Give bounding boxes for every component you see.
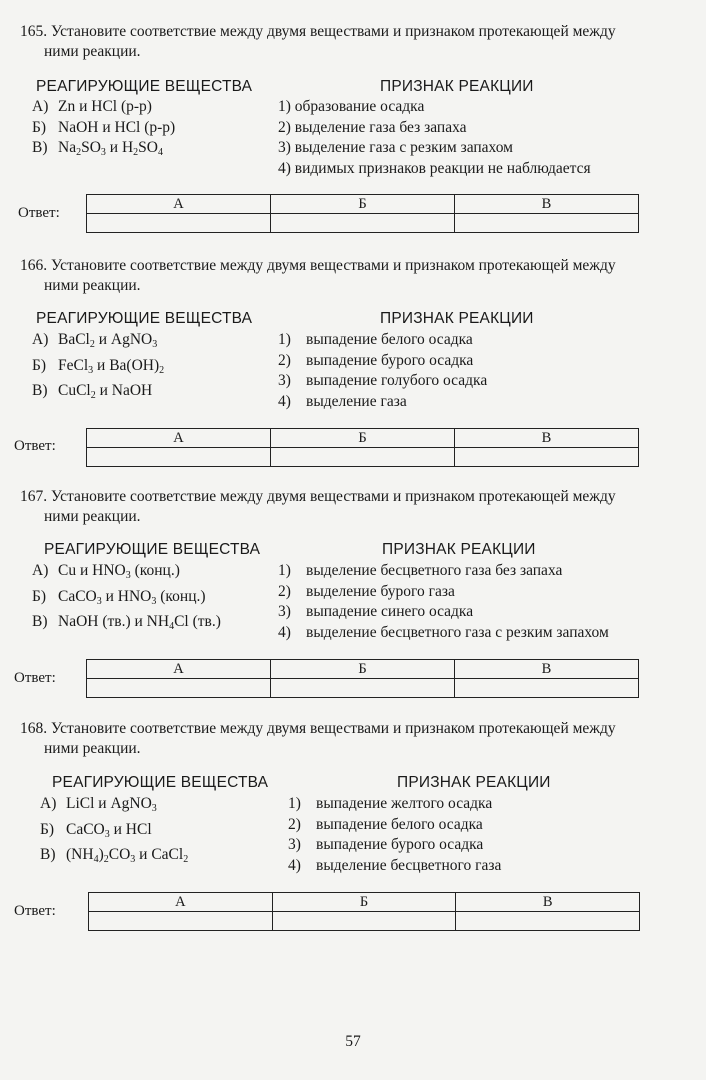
reagent-formula: $(NH_4)_2CO_3$ и CaCl$_2$ xyxy=(66,846,189,865)
task-question-cont: ними реакции. xyxy=(44,508,141,525)
sign-number: 2) xyxy=(278,118,291,136)
task-question-cont: ними реакции. xyxy=(44,740,141,757)
answer-cell-b[interactable] xyxy=(272,912,456,931)
answer-cell-a[interactable] xyxy=(87,679,271,698)
answer-cell-a[interactable] xyxy=(87,448,271,467)
sign-text: выпадение бурого осадка xyxy=(316,836,484,853)
reagent-label: А) xyxy=(32,331,49,348)
reagent-item-a xyxy=(32,561,221,587)
sign-text: выделение газа xyxy=(306,392,407,410)
sign-text: выпадение желтого осадка xyxy=(316,795,493,812)
sign-item-3 xyxy=(278,371,487,392)
reagent-label: А) xyxy=(40,795,57,812)
sign-number: 1) xyxy=(278,562,291,579)
reagent-item-b xyxy=(32,356,164,382)
reagent-formula: $Na_2SO_3$ и $H_2SO_4$ xyxy=(58,139,163,158)
answer-cell-v[interactable] xyxy=(455,214,639,233)
answer-table xyxy=(86,194,639,233)
sign-text: выпадение белого осадка xyxy=(306,331,473,348)
answer-cell-a[interactable] xyxy=(89,912,273,931)
signs-list xyxy=(278,561,609,643)
sign-number: 1) xyxy=(278,98,291,115)
reagent-formula: Cu и $HNO_3$ (конц.) xyxy=(58,562,180,581)
answer-col-v: В xyxy=(455,660,639,679)
reagent-item-v xyxy=(32,381,164,407)
reagent-item-a xyxy=(32,330,164,356)
task-question-cont: ними реакции. xyxy=(44,277,141,294)
answer-col-a: А xyxy=(87,195,271,214)
answer-label: Ответ: xyxy=(14,670,56,686)
sign-item-4 xyxy=(288,856,501,877)
answer-cell-a[interactable] xyxy=(87,214,271,233)
reagent-formula: CuCl$_2$ и NaOH xyxy=(58,382,153,401)
signs-header: ПРИЗНАК РЕАКЦИИ xyxy=(380,78,534,95)
sign-text: выпадение белого осадка xyxy=(316,815,483,833)
reagent-formula: FeCl$_3$ и $Ba(OH)_2$ xyxy=(58,356,165,376)
reagent-formula: BaCl$_2$ и AgNO$_3$ xyxy=(58,331,158,350)
answer-label: Ответ: xyxy=(18,205,60,221)
sign-number: 3) xyxy=(278,603,291,620)
reagent-formula: CaCO$_3$ и HCl xyxy=(66,820,152,840)
sign-text: выделение бесцветного газа xyxy=(316,856,502,874)
sign-item-1 xyxy=(278,561,609,582)
page-number: 57 xyxy=(345,1033,361,1050)
sign-text: выделение газа без запаха xyxy=(294,118,467,136)
signs-list xyxy=(278,330,487,412)
signs-list xyxy=(288,794,501,876)
answer-col-a: А xyxy=(89,893,273,912)
sign-item-3 xyxy=(278,138,591,159)
sign-item-2 xyxy=(278,351,487,372)
reagents-header: РЕАГИРУЮЩИЕ ВЕЩЕСТВА xyxy=(44,541,261,558)
task-question: Установите соответствие между двумя веществами и признаком протекающей между xyxy=(51,720,616,737)
sign-item-2 xyxy=(288,815,501,836)
sign-number: 1) xyxy=(278,331,291,348)
task-question: Установите соответствие между двумя веществами и признаком протекающей между xyxy=(51,488,616,505)
reagent-item-a xyxy=(40,794,188,820)
sign-text: выпадение голубого осадка xyxy=(306,372,488,389)
answer-col-v: В xyxy=(455,195,639,214)
sign-number: 3) xyxy=(288,836,301,853)
task-stem xyxy=(20,487,616,527)
sign-number: 4) xyxy=(278,623,291,641)
answer-cell-v[interactable] xyxy=(455,448,639,467)
sign-number: 3) xyxy=(278,139,291,156)
reagent-label: А) xyxy=(32,98,49,115)
sign-text: образование осадка xyxy=(294,98,425,115)
answer-cell-v[interactable] xyxy=(455,679,639,698)
reagent-label: Б) xyxy=(32,587,47,605)
answer-label: Ответ: xyxy=(14,438,56,454)
reagent-label: Б) xyxy=(40,820,55,838)
answer-cell-v[interactable] xyxy=(456,912,640,931)
sign-text: выделение бесцветного газа без запаха xyxy=(306,562,563,579)
reagent-formula: NaOH (тв.) и $NH_4Cl$ (тв.) xyxy=(58,613,221,632)
reagent-label: В) xyxy=(40,846,56,863)
reagent-formula: Zn и HCl (р-р) xyxy=(58,98,152,115)
reagent-item-a xyxy=(32,97,175,118)
sign-item-2 xyxy=(278,582,609,603)
sign-item-2 xyxy=(278,118,591,139)
reagent-item-v xyxy=(32,138,175,164)
reagents-header: РЕАГИРУЮЩИЕ ВЕЩЕСТВА xyxy=(52,774,269,791)
sign-item-1 xyxy=(278,330,487,351)
answer-col-a: А xyxy=(87,660,271,679)
answer-table xyxy=(88,892,640,931)
signs-header: ПРИЗНАК РЕАКЦИИ xyxy=(397,774,551,791)
sign-number: 2) xyxy=(278,582,291,600)
reagents-list xyxy=(32,330,164,407)
task-number: 165. xyxy=(20,23,48,40)
sign-number: 2) xyxy=(278,351,291,369)
sign-item-3 xyxy=(288,835,501,856)
answer-col-b: Б xyxy=(271,195,455,214)
reagent-formula: CaCO$_3$ и $HNO_3$ (конц.) xyxy=(58,587,206,607)
task-number: 166. xyxy=(20,257,48,274)
task-number: 168. xyxy=(20,720,48,737)
reagents-list xyxy=(32,97,175,164)
sign-number: 4) xyxy=(288,856,301,874)
answer-label: Ответ: xyxy=(14,903,56,919)
sign-item-4 xyxy=(278,623,609,644)
signs-header: ПРИЗНАК РЕАКЦИИ xyxy=(382,541,536,558)
sign-item-4 xyxy=(278,159,591,180)
reagent-item-b xyxy=(32,118,175,139)
reagent-label: В) xyxy=(32,139,48,156)
answer-col-v: В xyxy=(455,429,639,448)
sign-item-1 xyxy=(288,794,501,815)
sign-number: 4) xyxy=(278,159,291,177)
reagent-label: Б) xyxy=(32,356,47,374)
task-stem xyxy=(20,719,616,759)
reagent-formula: LiCl и AgNO$_3$ xyxy=(66,795,157,814)
answer-cell-b[interactable] xyxy=(271,448,455,467)
reagent-item-v xyxy=(40,845,188,871)
reagents-header: РЕАГИРУЮЩИЕ ВЕЩЕСТВА xyxy=(36,78,253,95)
sign-text: выделение газа с резким запахом xyxy=(294,139,513,156)
task-number: 167. xyxy=(20,488,48,505)
task-question-cont: ними реакции. xyxy=(44,43,141,60)
reagent-label: А) xyxy=(32,562,49,579)
sign-number: 2) xyxy=(288,815,301,833)
answer-table xyxy=(86,428,639,467)
sign-number: 3) xyxy=(278,372,291,389)
sign-number: 1) xyxy=(288,795,301,812)
sign-text: выпадение бурого осадка xyxy=(306,351,474,369)
answer-table xyxy=(86,659,639,698)
sign-item-3 xyxy=(278,602,609,623)
answer-col-b: Б xyxy=(271,429,455,448)
reagents-header: РЕАГИРУЮЩИЕ ВЕЩЕСТВА xyxy=(36,310,253,327)
task-question: Установите соответствие между двумя веществами и признаком протекающей между xyxy=(51,257,616,274)
reagent-formula: NaOH и HCl (р-р) xyxy=(58,118,176,136)
sign-text: выделение бесцветного газа с резким запахом xyxy=(306,623,609,641)
sign-item-1 xyxy=(278,97,591,118)
sign-text: выпадение синего осадка xyxy=(306,603,474,620)
sign-text: выделение бурого газа xyxy=(306,582,455,600)
sign-number: 4) xyxy=(278,392,291,410)
answer-cell-b[interactable] xyxy=(271,214,455,233)
reagent-label: Б) xyxy=(32,118,47,136)
reagent-item-v xyxy=(32,612,221,638)
reagent-label: В) xyxy=(32,382,48,399)
task-stem xyxy=(20,22,616,62)
answer-col-b: Б xyxy=(272,893,456,912)
reagent-item-b xyxy=(40,820,188,846)
answer-col-b: Б xyxy=(271,660,455,679)
task-stem xyxy=(20,256,616,296)
reagent-item-b xyxy=(32,587,221,613)
answer-cell-b[interactable] xyxy=(271,679,455,698)
sign-item-4 xyxy=(278,392,487,413)
signs-list xyxy=(278,97,591,179)
answer-col-a: А xyxy=(87,429,271,448)
signs-header: ПРИЗНАК РЕАКЦИИ xyxy=(380,310,534,327)
sign-text: видимых признаков реакции не наблюдается xyxy=(294,159,591,177)
reagents-list xyxy=(32,561,221,638)
reagent-label: В) xyxy=(32,613,48,630)
answer-col-v: В xyxy=(456,893,640,912)
task-question: Установите соответствие между двумя веществами и признаком протекающей между xyxy=(51,23,616,40)
reagents-list xyxy=(40,794,188,871)
